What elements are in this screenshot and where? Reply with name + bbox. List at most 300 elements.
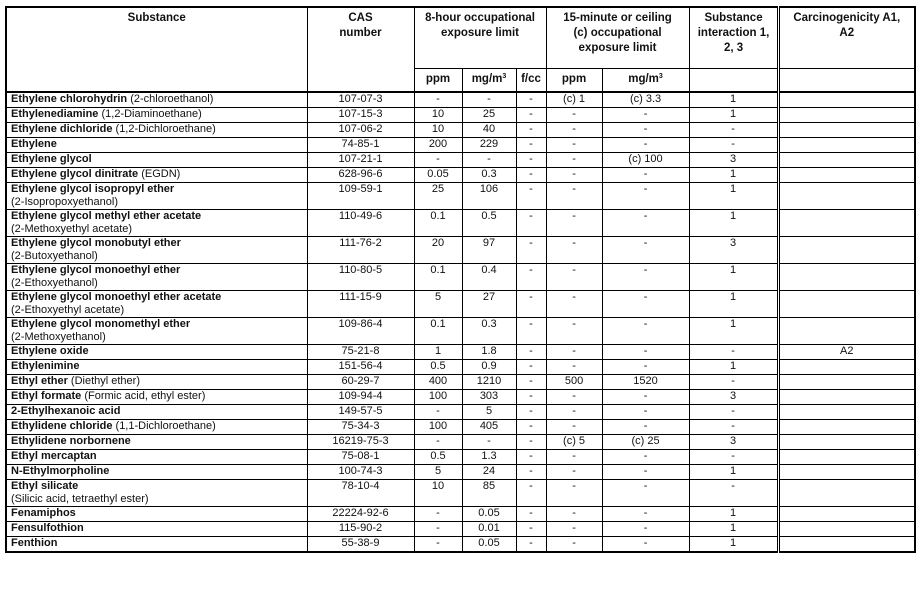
substance-synonym: (2-Methoxyethyl acetate) xyxy=(11,223,133,235)
table-row xyxy=(6,264,915,291)
interaction-cell: 1 xyxy=(689,168,778,183)
table-row xyxy=(6,210,915,237)
table-row xyxy=(6,237,915,264)
ppm-8h-cell: - xyxy=(414,537,462,553)
subheader-ppm-8h: ppm xyxy=(414,69,462,93)
interaction-cell: - xyxy=(689,375,778,390)
substance-name: Ethylene glycol monomethyl ether xyxy=(11,318,191,330)
subheader-mg-15-label: mg/m xyxy=(628,73,659,85)
header-substance-interaction xyxy=(689,7,778,69)
ppm-8h-cell: 0.1 xyxy=(414,318,462,345)
interaction-cell: 3 xyxy=(689,435,778,450)
fcc-8h-cell: - xyxy=(516,507,546,522)
substance-name: Ethylene glycol isopropyl ether xyxy=(11,183,175,195)
table-row xyxy=(6,291,915,318)
subheader-mg-15 xyxy=(602,69,689,93)
ppm-15-cell: - xyxy=(546,405,602,420)
interaction-cell: 1 xyxy=(689,183,778,210)
carcinogenicity-cell xyxy=(778,291,915,318)
table-header xyxy=(6,7,915,92)
mg-8h-cell: 27 xyxy=(462,291,516,318)
ppm-8h-cell: 0.5 xyxy=(414,450,462,465)
interaction-cell: 1 xyxy=(689,522,778,537)
mg-8h-cell: 1210 xyxy=(462,375,516,390)
cas-number-cell: 151-56-4 xyxy=(307,360,414,375)
interaction-cell: 1 xyxy=(689,264,778,291)
substance-cell xyxy=(6,108,307,123)
mg-8h-cell: 106 xyxy=(462,183,516,210)
interaction-cell: 1 xyxy=(689,92,778,108)
mg-15-cell: - xyxy=(602,237,689,264)
fcc-8h-cell: - xyxy=(516,318,546,345)
mg-8h-cell: 0.9 xyxy=(462,360,516,375)
substance-name: Ethylene glycol monoethyl ether acetate xyxy=(11,291,222,303)
ppm-15-cell: - xyxy=(546,153,602,168)
substance-cell xyxy=(6,420,307,435)
fcc-8h-cell: - xyxy=(516,210,546,237)
fcc-8h-cell: - xyxy=(516,465,546,480)
interaction-cell: - xyxy=(689,480,778,507)
ppm-15-cell: - xyxy=(546,522,602,537)
fcc-8h-cell: - xyxy=(516,375,546,390)
ppm-8h-cell: 200 xyxy=(414,138,462,153)
cas-number-cell: 16219-75-3 xyxy=(307,435,414,450)
carcinogenicity-cell: A2 xyxy=(778,345,915,360)
substance-name: Ethyl ether xyxy=(11,375,68,387)
table-row xyxy=(6,537,915,553)
substance-cell xyxy=(6,92,307,108)
mg-8h-cell: 97 xyxy=(462,237,516,264)
mg-8h-cell: 405 xyxy=(462,420,516,435)
substance-name: Fenthion xyxy=(11,537,58,549)
table-row xyxy=(6,465,915,480)
fcc-8h-cell: - xyxy=(516,123,546,138)
ppm-8h-cell: 0.05 xyxy=(414,168,462,183)
subheader-carcinogenicity-blank xyxy=(778,69,915,93)
header-substance: Substance xyxy=(6,7,307,92)
substance-cell xyxy=(6,405,307,420)
fcc-8h-cell: - xyxy=(516,108,546,123)
carcinogenicity-cell xyxy=(778,168,915,183)
carcinogenicity-cell xyxy=(778,390,915,405)
mg-15-cell: - xyxy=(602,465,689,480)
ppm-8h-cell: 5 xyxy=(414,465,462,480)
mg-15-cell: - xyxy=(602,450,689,465)
substance-cell xyxy=(6,522,307,537)
fcc-8h-cell: - xyxy=(516,168,546,183)
interaction-cell: 1 xyxy=(689,360,778,375)
substance-name: 2-Ethylhexanoic acid xyxy=(11,405,121,417)
mg-8h-cell: 25 xyxy=(462,108,516,123)
ppm-15-cell: - xyxy=(546,450,602,465)
cas-number-cell: 109-94-4 xyxy=(307,390,414,405)
substance-name: Fenamiphos xyxy=(11,507,76,519)
ppm-15-cell: 500 xyxy=(546,375,602,390)
header-cas-label: CAS number xyxy=(339,12,382,39)
mg-15-cell: - xyxy=(602,123,689,138)
cas-number-cell: 60-29-7 xyxy=(307,375,414,390)
mg-15-cell: - xyxy=(602,420,689,435)
substance-cell xyxy=(6,138,307,153)
table-row xyxy=(6,138,915,153)
carcinogenicity-cell xyxy=(778,237,915,264)
table-row xyxy=(6,375,915,390)
substance-name: Ethyl mercaptan xyxy=(11,450,97,462)
subheader-ppm-15: ppm xyxy=(546,69,602,93)
table-row xyxy=(6,435,915,450)
mg-15-cell: - xyxy=(602,318,689,345)
mg-8h-cell: 0.05 xyxy=(462,537,516,553)
ppm-15-cell: - xyxy=(546,345,602,360)
ppm-15-cell: - xyxy=(546,210,602,237)
carcinogenicity-cell xyxy=(778,522,915,537)
interaction-cell: 1 xyxy=(689,108,778,123)
substance-name: Ethylene oxide xyxy=(11,345,89,357)
cas-number-cell: 111-15-9 xyxy=(307,291,414,318)
mg-8h-cell: 0.3 xyxy=(462,318,516,345)
fcc-8h-cell: - xyxy=(516,291,546,318)
cas-number-cell: 111-76-2 xyxy=(307,237,414,264)
substance-cell xyxy=(6,291,307,318)
substance-cell xyxy=(6,123,307,138)
ppm-8h-cell: - xyxy=(414,153,462,168)
table-row xyxy=(6,507,915,522)
header-15-minute-limit xyxy=(546,7,689,69)
cas-number-cell: 107-06-2 xyxy=(307,123,414,138)
substance-name: Ethylene glycol xyxy=(11,153,92,165)
interaction-cell: - xyxy=(689,450,778,465)
fcc-8h-cell: - xyxy=(516,480,546,507)
interaction-cell: - xyxy=(689,405,778,420)
fcc-8h-cell: - xyxy=(516,435,546,450)
mg-8h-cell: - xyxy=(462,153,516,168)
substance-cell xyxy=(6,168,307,183)
carcinogenicity-cell xyxy=(778,537,915,553)
mg-15-cell: - xyxy=(602,405,689,420)
mg-15-cell: 1520 xyxy=(602,375,689,390)
ppm-8h-cell: - xyxy=(414,522,462,537)
substance-synonym: (2-Ethoxyethyl acetate) xyxy=(11,304,125,316)
carcinogenicity-cell xyxy=(778,123,915,138)
mg-15-cell: - xyxy=(602,522,689,537)
carcinogenicity-cell xyxy=(778,264,915,291)
ppm-15-cell: - xyxy=(546,237,602,264)
mg-8h-cell: 0.3 xyxy=(462,168,516,183)
mg-15-cell: - xyxy=(602,108,689,123)
mg-8h-cell: 0.5 xyxy=(462,210,516,237)
substance-cell xyxy=(6,507,307,522)
substance-cell xyxy=(6,450,307,465)
carcinogenicity-cell xyxy=(778,318,915,345)
cas-number-cell: 22224-92-6 xyxy=(307,507,414,522)
ppm-15-cell: - xyxy=(546,465,602,480)
substance-synonym: (2-Methoxyethanol) xyxy=(11,331,106,343)
ppm-15-cell: - xyxy=(546,138,602,153)
mg-8h-cell: 303 xyxy=(462,390,516,405)
cas-number-cell: 75-21-8 xyxy=(307,345,414,360)
mg-15-cell: - xyxy=(602,537,689,553)
mg-8h-cell: 229 xyxy=(462,138,516,153)
carcinogenicity-cell xyxy=(778,405,915,420)
mg-15-cell: - xyxy=(602,291,689,318)
mg-15-cell: - xyxy=(602,183,689,210)
ppm-15-cell: - xyxy=(546,291,602,318)
ppm-8h-cell: - xyxy=(414,92,462,108)
table-row xyxy=(6,318,915,345)
carcinogenicity-cell xyxy=(778,375,915,390)
ppm-8h-cell: 10 xyxy=(414,480,462,507)
table-row xyxy=(6,420,915,435)
mg-15-cell: (c) 100 xyxy=(602,153,689,168)
ppm-8h-cell: 100 xyxy=(414,420,462,435)
header-carcinogenicity-label: Carcinogenicity A1, A2 xyxy=(793,12,901,39)
carcinogenicity-cell xyxy=(778,153,915,168)
ppm-15-cell: - xyxy=(546,507,602,522)
cas-number-cell: 628-96-6 xyxy=(307,168,414,183)
cas-number-cell: 107-21-1 xyxy=(307,153,414,168)
substance-name: N-Ethylmorpholine xyxy=(11,465,110,477)
mg-8h-cell: 0.01 xyxy=(462,522,516,537)
carcinogenicity-cell xyxy=(778,210,915,237)
table-row xyxy=(6,153,915,168)
fcc-8h-cell: - xyxy=(516,450,546,465)
subheader-mg-8h-superscript: 3 xyxy=(502,73,507,80)
substance-name: Ethylenimine xyxy=(11,360,80,372)
mg-15-cell: - xyxy=(602,264,689,291)
mg-8h-cell: 1.8 xyxy=(462,345,516,360)
carcinogenicity-cell xyxy=(778,108,915,123)
interaction-cell: 3 xyxy=(689,153,778,168)
mg-15-cell: - xyxy=(602,168,689,183)
interaction-cell: 1 xyxy=(689,291,778,318)
ppm-8h-cell: 25 xyxy=(414,183,462,210)
cas-number-cell: 75-34-3 xyxy=(307,420,414,435)
substance-synonym: (2-Isopropoxyethanol) xyxy=(11,196,119,208)
mg-8h-cell: 0.05 xyxy=(462,507,516,522)
substance-cell xyxy=(6,537,307,553)
cas-number-cell: 75-08-1 xyxy=(307,450,414,465)
ppm-8h-cell: 0.1 xyxy=(414,210,462,237)
substance-synonym: (2-chloroethanol) xyxy=(127,93,214,105)
ppm-8h-cell: 10 xyxy=(414,108,462,123)
table-row xyxy=(6,390,915,405)
ppm-15-cell: - xyxy=(546,183,602,210)
mg-15-cell: - xyxy=(602,360,689,375)
mg-8h-cell: - xyxy=(462,435,516,450)
interaction-cell: - xyxy=(689,420,778,435)
cas-number-cell: 107-15-3 xyxy=(307,108,414,123)
substance-name: Ethylene glycol methyl ether acetate xyxy=(11,210,202,222)
ppm-15-cell: - xyxy=(546,360,602,375)
ppm-15-cell: - xyxy=(546,480,602,507)
substance-cell xyxy=(6,318,307,345)
mg-8h-cell: 40 xyxy=(462,123,516,138)
table-body xyxy=(6,92,915,552)
fcc-8h-cell: - xyxy=(516,360,546,375)
substance-name: Ethylidene chloride xyxy=(11,420,113,432)
substance-synonym: (2-Ethoxyethanol) xyxy=(11,277,98,289)
carcinogenicity-cell xyxy=(778,435,915,450)
carcinogenicity-cell xyxy=(778,92,915,108)
ppm-15-cell: - xyxy=(546,390,602,405)
mg-15-cell: (c) 3.3 xyxy=(602,92,689,108)
table-row xyxy=(6,183,915,210)
subheader-fcc-8h: f/cc xyxy=(516,69,546,93)
substance-name: Ethylene glycol dinitrate xyxy=(11,168,139,180)
substance-name: Ethylene glycol monobutyl ether xyxy=(11,237,181,249)
fcc-8h-cell: - xyxy=(516,390,546,405)
mg-15-cell: - xyxy=(602,480,689,507)
header-interaction-label: Substance interaction 1, 2, 3 xyxy=(697,12,770,54)
table-row xyxy=(6,168,915,183)
interaction-cell: 1 xyxy=(689,537,778,553)
ppm-15-cell: (c) 1 xyxy=(546,92,602,108)
substance-cell xyxy=(6,435,307,450)
table-row xyxy=(6,123,915,138)
ppm-8h-cell: - xyxy=(414,507,462,522)
fcc-8h-cell: - xyxy=(516,420,546,435)
substance-name: Ethylene xyxy=(11,138,57,150)
ppm-8h-cell: 0.1 xyxy=(414,264,462,291)
mg-8h-cell: 1.3 xyxy=(462,450,516,465)
cas-number-cell: 78-10-4 xyxy=(307,480,414,507)
table-row xyxy=(6,522,915,537)
mg-15-cell: - xyxy=(602,390,689,405)
subheader-mg-8h-label: mg/m xyxy=(471,73,503,85)
fcc-8h-cell: - xyxy=(516,264,546,291)
occupational-exposure-limits-table xyxy=(5,6,916,553)
substance-name: Ethylene dichloride xyxy=(11,123,113,135)
table-row xyxy=(6,405,915,420)
carcinogenicity-cell xyxy=(778,507,915,522)
interaction-cell: - xyxy=(689,123,778,138)
substance-synonym: (1,2-Dichloroethane) xyxy=(112,123,216,135)
substance-synonym: (1,1-Dichloroethane) xyxy=(112,420,216,432)
substance-cell xyxy=(6,264,307,291)
ppm-15-cell: - xyxy=(546,108,602,123)
substance-synonym: (Silicic acid, tetraethyl ester) xyxy=(11,493,149,505)
substance-cell xyxy=(6,360,307,375)
ppm-15-cell: - xyxy=(546,537,602,553)
header-carcinogenicity xyxy=(778,7,915,69)
header-cas-number xyxy=(307,7,414,92)
fcc-8h-cell: - xyxy=(516,405,546,420)
substance-synonym: (2-Butoxyethanol) xyxy=(11,250,98,262)
interaction-cell: - xyxy=(689,138,778,153)
table-row xyxy=(6,480,915,507)
cas-number-cell: 115-90-2 xyxy=(307,522,414,537)
ppm-15-cell: (c) 5 xyxy=(546,435,602,450)
substance-cell xyxy=(6,480,307,507)
interaction-cell: 3 xyxy=(689,237,778,264)
table-row xyxy=(6,92,915,108)
interaction-cell: 1 xyxy=(689,318,778,345)
carcinogenicity-cell xyxy=(778,465,915,480)
mg-8h-cell: 5 xyxy=(462,405,516,420)
ppm-15-cell: - xyxy=(546,318,602,345)
ppm-8h-cell: 1 xyxy=(414,345,462,360)
substance-synonym: (Formic acid, ethyl ester) xyxy=(81,390,206,402)
header-8-hour-label: 8-hour occupational exposure limit xyxy=(425,12,535,39)
interaction-cell: - xyxy=(689,345,778,360)
fcc-8h-cell: - xyxy=(516,237,546,264)
carcinogenicity-cell xyxy=(778,450,915,465)
header-row xyxy=(6,7,915,69)
substance-name: Fensulfothion xyxy=(11,522,84,534)
ppm-8h-cell: 5 xyxy=(414,291,462,318)
substance-cell xyxy=(6,183,307,210)
carcinogenicity-cell xyxy=(778,420,915,435)
substance-cell xyxy=(6,390,307,405)
substance-cell xyxy=(6,375,307,390)
cas-number-cell: 100-74-3 xyxy=(307,465,414,480)
subheader-interaction-blank xyxy=(689,69,778,93)
table-row xyxy=(6,345,915,360)
ppm-8h-cell: 100 xyxy=(414,390,462,405)
ppm-8h-cell: 10 xyxy=(414,123,462,138)
mg-8h-cell: - xyxy=(462,92,516,108)
fcc-8h-cell: - xyxy=(516,183,546,210)
mg-15-cell: - xyxy=(602,507,689,522)
cas-number-cell: 110-80-5 xyxy=(307,264,414,291)
mg-15-cell: - xyxy=(602,210,689,237)
subheader-mg-15-superscript: 3 xyxy=(658,73,663,80)
mg-15-cell: (c) 25 xyxy=(602,435,689,450)
interaction-cell: 1 xyxy=(689,507,778,522)
fcc-8h-cell: - xyxy=(516,522,546,537)
cas-number-cell: 55-38-9 xyxy=(307,537,414,553)
ppm-8h-cell: - xyxy=(414,435,462,450)
cas-number-cell: 110-49-6 xyxy=(307,210,414,237)
substance-cell xyxy=(6,345,307,360)
ppm-15-cell: - xyxy=(546,168,602,183)
cas-number-cell: 149-57-5 xyxy=(307,405,414,420)
subheader-mg-8h xyxy=(462,69,516,93)
substance-name: Ethylene chlorohydrin xyxy=(11,93,128,105)
carcinogenicity-cell xyxy=(778,183,915,210)
header-15-minute-label: 15-minute or ceiling (c) occupational exposure limit xyxy=(563,12,672,54)
ppm-15-cell: - xyxy=(546,123,602,138)
mg-15-cell: - xyxy=(602,138,689,153)
ppm-15-cell: - xyxy=(546,420,602,435)
table-row xyxy=(6,108,915,123)
substance-name: Ethylene glycol monoethyl ether xyxy=(11,264,181,276)
carcinogenicity-cell xyxy=(778,138,915,153)
substance-synonym: (EGDN) xyxy=(138,168,181,180)
mg-8h-cell: 85 xyxy=(462,480,516,507)
cas-number-cell: 109-59-1 xyxy=(307,183,414,210)
fcc-8h-cell: - xyxy=(516,138,546,153)
fcc-8h-cell: - xyxy=(516,153,546,168)
mg-15-cell: - xyxy=(602,345,689,360)
fcc-8h-cell: - xyxy=(516,345,546,360)
interaction-cell: 1 xyxy=(689,465,778,480)
fcc-8h-cell: - xyxy=(516,537,546,553)
table-row xyxy=(6,360,915,375)
substance-name: Ethyl formate xyxy=(11,390,82,402)
substance-synonym: (1,2-Diaminoethane) xyxy=(98,108,202,120)
ppm-15-cell: - xyxy=(546,264,602,291)
cas-number-cell: 74-85-1 xyxy=(307,138,414,153)
ppm-8h-cell: 400 xyxy=(414,375,462,390)
ppm-8h-cell: 20 xyxy=(414,237,462,264)
carcinogenicity-cell xyxy=(778,480,915,507)
substance-cell xyxy=(6,465,307,480)
ppm-8h-cell: 0.5 xyxy=(414,360,462,375)
substance-name: Ethylidene norbornene xyxy=(11,435,131,447)
cas-number-cell: 107-07-3 xyxy=(307,92,414,108)
table-row xyxy=(6,450,915,465)
